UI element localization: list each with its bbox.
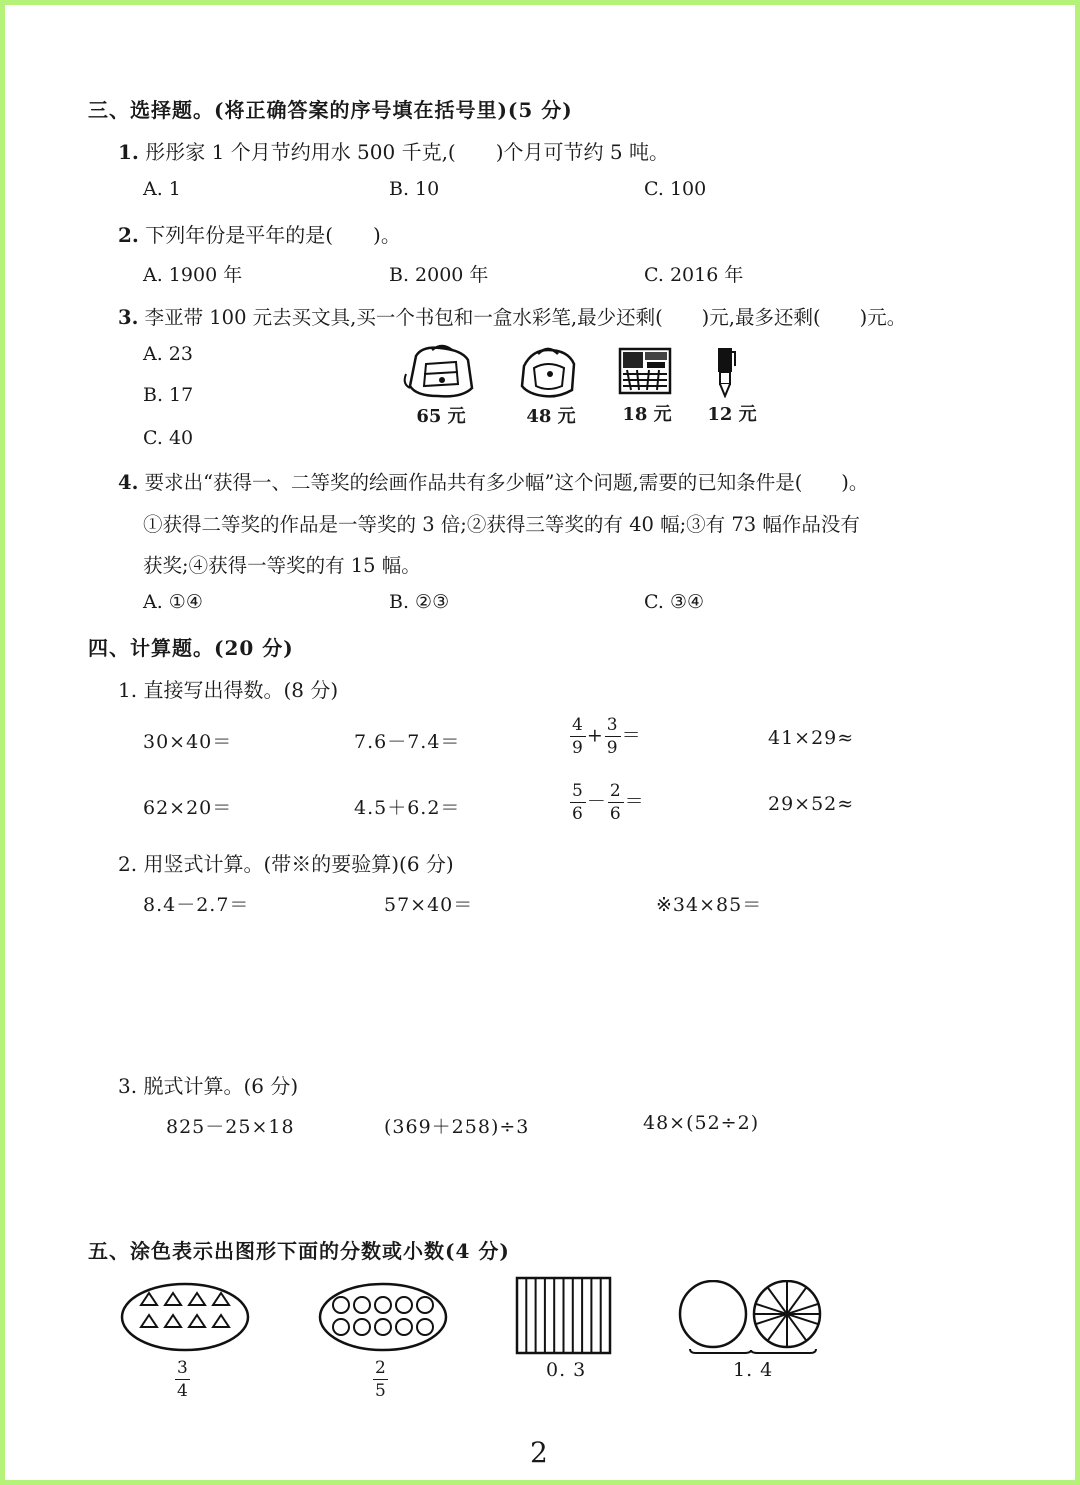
operator: － [586,790,607,813]
equals-sign: ＝ [621,724,642,747]
pen-icon [714,346,738,398]
section-3-title: 三、选择题。(将正确答案的序号填在括号里)(5 分) [88,98,573,122]
q4-option-a: A. ①④ [143,591,203,613]
circles-oval-figure [317,1281,451,1355]
oral-calc-1: 30×40＝ [143,731,233,753]
question-3 [118,302,906,330]
backpack-large-icon [402,344,478,400]
numerator: 5 [572,781,584,801]
step-calc-1: 825－25×18 [166,1116,295,1138]
backpack-small-price: 48 元 [526,406,576,427]
part-1-label: 1. 直接写出得数。(8 分) [118,678,339,702]
numerator: 2 [375,1358,386,1378]
figure-1-label [174,1359,191,1400]
crayon-box-price: 18 元 [622,404,672,425]
fraction [570,716,586,757]
numerator: 3 [606,715,619,735]
vertical-calc-2: 57×40＝ [384,894,474,916]
fraction [605,716,621,757]
q1-option-c: C. 100 [644,178,707,200]
denominator: 5 [375,1381,386,1401]
question-4 [118,467,868,495]
backpack-small-icon [514,346,580,400]
question-3-text: 李亚带 100 元去买文具,买一个书包和一盒水彩笔,最少还剩( )元,最多还剩( )元。 [144,306,907,329]
operator: + [586,724,604,747]
denominator: 4 [177,1381,188,1401]
fraction [570,782,586,823]
oral-calc-5: 62×20＝ [143,797,233,819]
q1-option-b: B. 10 [389,178,440,200]
question-2-text: 下列年份是平年的是( )。 [145,223,401,247]
question-4-number: 4. [118,471,139,494]
q2-option-a: A. 1900 年 [143,264,243,286]
vertical-calc-3: ※34×85＝ [656,894,763,916]
figure-2-label [372,1359,389,1400]
crayon-box-icon [617,346,675,398]
two-circles-figure [676,1280,826,1354]
oral-calc-3 [569,716,642,757]
numerator: 3 [177,1358,188,1378]
figure-4-label: 1. 4 [733,1359,774,1381]
q1-option-a: A. 1 [143,178,181,200]
question-1-text: 彤彤家 1 个月节约用水 500 千克,( )个月可节约 5 吨。 [145,140,669,164]
question-1 [118,136,669,165]
question-1-number: 1. [118,140,139,164]
section-5-title: 五、涂色表示出图形下面的分数或小数(4 分) [88,1239,510,1263]
figure-3-label: 0. 3 [546,1359,587,1381]
oral-calc-8: 29×52≈ [768,793,855,815]
section-4-title: 四、计算题。(20 分) [88,636,294,660]
q3-option-b: B. 17 [143,384,194,406]
numerator: 4 [572,715,584,735]
question-4-conditions-line-2: 获奖;④获得一等奖的有 15 幅。 [143,554,421,577]
page-number: 2 [530,1436,548,1469]
question-2-number: 2. [118,223,139,247]
pen-price: 12 元 [707,404,757,425]
oral-calc-6: 4.5＋6.2＝ [354,797,461,819]
fraction [373,1359,388,1400]
triangles-oval-figure [119,1281,253,1355]
fraction [608,782,624,823]
vertical-calc-1: 8.4－2.7＝ [143,894,250,916]
oral-calc-7 [569,782,645,823]
equals-sign: ＝ [624,790,645,813]
step-calc-2: (369＋258)÷3 [384,1116,530,1138]
fraction [175,1359,190,1400]
q4-option-b: B. ②③ [389,591,450,613]
q2-option-b: B. 2000 年 [389,264,489,286]
oral-calc-2: 7.6－7.4＝ [354,731,461,753]
q3-option-a: A. 23 [143,343,193,365]
denominator: 9 [572,738,584,758]
oral-calc-4: 41×29≈ [768,727,855,749]
q4-option-c: C. ③④ [644,591,705,613]
question-4-text: 要求出“获得一、二等奖的绘画作品共有多少幅”这个问题,需要的已知条件是( )。 [144,471,869,494]
question-2 [118,219,401,248]
question-3-number: 3. [118,306,139,329]
question-4-conditions-line-1: ①获得二等奖的作品是一等奖的 3 倍;②获得三等奖的有 40 幅;③有 73 幅作品没有 [143,513,860,536]
striped-rectangle-figure [515,1276,613,1356]
part-2-label: 2. 用竖式计算。(带※的要验算)(6 分) [118,852,454,876]
numerator: 2 [609,781,622,801]
denominator: 9 [606,738,619,758]
part-3-label: 3. 脱式计算。(6 分) [118,1074,299,1098]
denominator: 6 [572,804,584,824]
q3-option-c: C. 40 [143,427,194,449]
denominator: 6 [609,804,622,824]
q2-option-c: C. 2016 年 [644,264,744,286]
backpack-large-price: 65 元 [416,406,466,427]
step-calc-3: 48×(52÷2) [643,1112,760,1134]
